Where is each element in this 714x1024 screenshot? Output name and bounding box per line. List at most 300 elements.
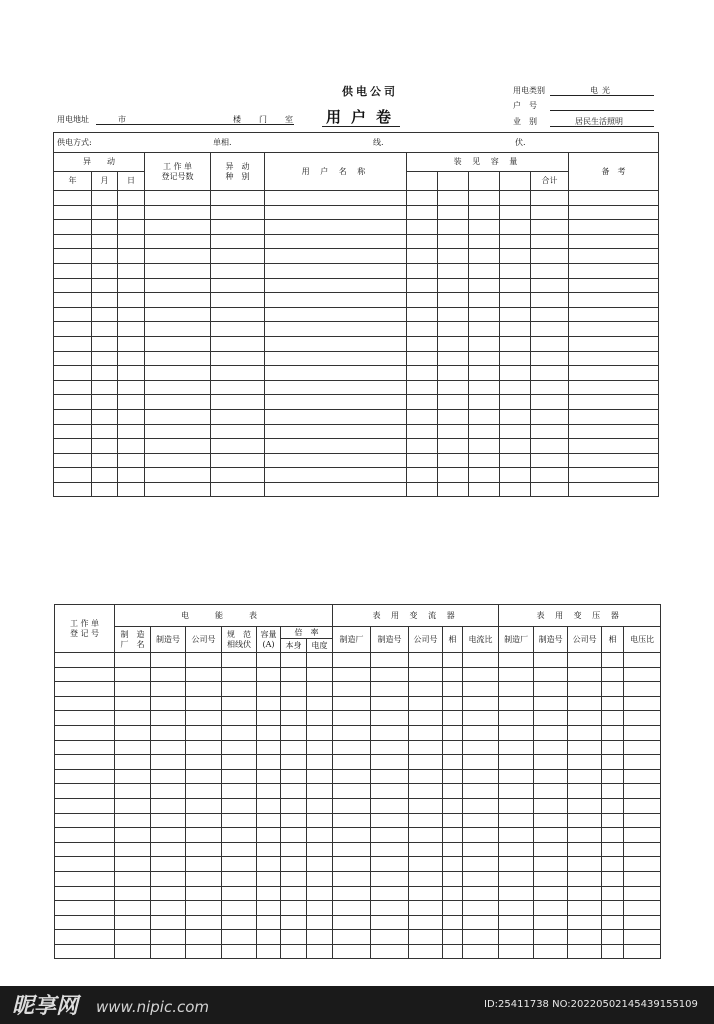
table-cell: [407, 249, 438, 264]
table-cell: [151, 857, 186, 872]
table-cell: [257, 711, 281, 726]
table-cell: [186, 696, 222, 711]
table-cell: [568, 653, 602, 668]
table-cell: [500, 278, 531, 293]
table-cell: [55, 653, 115, 668]
table-cell: [115, 682, 151, 697]
table-cell: [500, 409, 531, 424]
table-cell: [145, 234, 211, 249]
table-cell: [222, 696, 257, 711]
title-underline: [322, 126, 400, 127]
table-cell: [145, 263, 211, 278]
table-cell: [222, 813, 257, 828]
meter-record-table: [54, 604, 661, 959]
table-cell: [333, 798, 371, 813]
table-cell: [534, 696, 568, 711]
table-cell: [438, 409, 469, 424]
table-cell: [115, 740, 151, 755]
table-cell: [499, 930, 534, 945]
table-cell: [407, 424, 438, 439]
work-order-header-2: [55, 605, 115, 653]
table-cell: [92, 249, 118, 264]
table-cell: [222, 798, 257, 813]
table-cell: [443, 740, 463, 755]
table-cell: [531, 234, 569, 249]
table-cell: [118, 336, 145, 351]
table-cell: [118, 307, 145, 322]
table-cell: [469, 307, 500, 322]
table-cell: [371, 842, 409, 857]
table-cell: [307, 857, 333, 872]
table-cell: [534, 915, 568, 930]
table-cell: [499, 944, 534, 959]
table-cell: [333, 740, 371, 755]
table-cell: [281, 842, 307, 857]
table-cell: [531, 409, 569, 424]
table-cell: [371, 944, 409, 959]
table-cell: [371, 755, 409, 770]
table-cell: [602, 828, 624, 843]
table-cell: [531, 293, 569, 308]
table-cell: [118, 439, 145, 454]
table-cell: [54, 380, 92, 395]
table-cell: [307, 798, 333, 813]
table-cell: [333, 944, 371, 959]
table-cell: [534, 784, 568, 799]
table-cell: [55, 711, 115, 726]
table-cell: [499, 696, 534, 711]
table-cell: [115, 828, 151, 843]
table-cell: [54, 234, 92, 249]
table-cell: [371, 682, 409, 697]
table-cell: [333, 784, 371, 799]
table-cell: [257, 828, 281, 843]
table-cell: [438, 482, 469, 497]
table-cell: [499, 784, 534, 799]
ct-phase-header: 相: [443, 627, 463, 653]
table-cell: [438, 307, 469, 322]
table-cell: [54, 191, 92, 206]
table-cell: [569, 249, 659, 264]
table-cell: [151, 769, 186, 784]
capacity-col-2: [438, 172, 469, 191]
table-cell: [371, 798, 409, 813]
table-cell: [438, 220, 469, 235]
table-cell: [115, 653, 151, 668]
ratio-header: 倍 率: [281, 627, 333, 639]
table-cell: [499, 813, 534, 828]
table-cell: [407, 307, 438, 322]
table-cell: [534, 755, 568, 770]
table-cell: [115, 857, 151, 872]
ct-company-no-header: 公司号: [409, 627, 443, 653]
table-cell: [222, 871, 257, 886]
table-cell: [118, 366, 145, 381]
table-cell: [265, 424, 407, 439]
table-cell: [118, 409, 145, 424]
table-cell: [333, 755, 371, 770]
table-cell: [500, 293, 531, 308]
table-cell: [569, 409, 659, 424]
table-cell: [443, 755, 463, 770]
table-cell: [409, 653, 443, 668]
table-cell: [186, 857, 222, 872]
table-cell: [409, 901, 443, 916]
table-cell: [92, 263, 118, 278]
table-cell: [499, 901, 534, 916]
table-cell: [534, 871, 568, 886]
table-cell: [624, 828, 661, 843]
table-cell: [407, 322, 438, 337]
table-cell: [257, 871, 281, 886]
table-cell: [371, 740, 409, 755]
work-order2-line2: 登 记 号: [69, 628, 100, 638]
table-row: [55, 944, 661, 959]
table-cell: [333, 901, 371, 916]
table-cell: [186, 798, 222, 813]
table-cell: [602, 813, 624, 828]
table-cell: [265, 205, 407, 220]
category-value: 电光: [590, 86, 614, 95]
table-cell: [569, 322, 659, 337]
table-cell: [307, 871, 333, 886]
table-cell: [92, 482, 118, 497]
table-cell: [55, 740, 115, 755]
table-cell: [443, 784, 463, 799]
table-cell: [307, 725, 333, 740]
table-cell: [624, 798, 661, 813]
table-cell: [438, 336, 469, 351]
table-cell: [115, 944, 151, 959]
table-cell: [145, 380, 211, 395]
table-cell: [222, 842, 257, 857]
table-cell: [186, 740, 222, 755]
table-cell: [500, 424, 531, 439]
table-cell: [438, 366, 469, 381]
table-cell: [281, 857, 307, 872]
table-cell: [222, 682, 257, 697]
table-cell: [499, 682, 534, 697]
table-cell: [307, 740, 333, 755]
table-row: [54, 278, 659, 293]
table-cell: [265, 366, 407, 381]
table-cell: [463, 842, 499, 857]
table-cell: [534, 653, 568, 668]
table-cell: [407, 366, 438, 381]
capacity-col-4: [500, 172, 531, 191]
table-cell: [145, 278, 211, 293]
table-cell: [500, 351, 531, 366]
table-cell: [151, 901, 186, 916]
category-line: [550, 95, 654, 96]
table-cell: [534, 769, 568, 784]
table-cell: [534, 711, 568, 726]
table-cell: [118, 482, 145, 497]
table-cell: [531, 336, 569, 351]
table-cell: [469, 336, 500, 351]
table-cell: [531, 191, 569, 206]
table-cell: [333, 842, 371, 857]
change-type-line1: 异 动: [225, 162, 250, 172]
table-cell: [463, 725, 499, 740]
capacity-col-3: [469, 172, 500, 191]
table-cell: [145, 409, 211, 424]
table-cell: [568, 784, 602, 799]
table-cell: [211, 366, 265, 381]
table-row: [54, 220, 659, 235]
table-cell: [568, 901, 602, 916]
table-cell: [115, 769, 151, 784]
table-cell: [569, 351, 659, 366]
table-cell: [499, 915, 534, 930]
table-cell: [624, 813, 661, 828]
table-cell: [500, 395, 531, 410]
table-row: [54, 424, 659, 439]
table-cell: [409, 667, 443, 682]
table-cell: [307, 813, 333, 828]
table-cell: [438, 468, 469, 483]
table-cell: [307, 667, 333, 682]
table-row: [55, 886, 661, 901]
table-cell: [602, 667, 624, 682]
capacity-a-header: [257, 627, 281, 653]
table-cell: [438, 351, 469, 366]
table-cell: [151, 711, 186, 726]
table-row: [55, 711, 661, 726]
document-title: 用户卷: [326, 108, 402, 126]
table-cell: [463, 696, 499, 711]
table-cell: [55, 915, 115, 930]
table-cell: [407, 439, 438, 454]
table-cell: [265, 322, 407, 337]
table-cell: [151, 784, 186, 799]
table-cell: [92, 380, 118, 395]
table-cell: [307, 842, 333, 857]
table-cell: [92, 468, 118, 483]
table-cell: [92, 351, 118, 366]
table-cell: [602, 886, 624, 901]
table-cell: [257, 755, 281, 770]
table-cell: [602, 725, 624, 740]
table-cell: [186, 769, 222, 784]
table-cell: [499, 828, 534, 843]
table-cell: [371, 857, 409, 872]
table-cell: [568, 886, 602, 901]
table-cell: [281, 915, 307, 930]
table-cell: [443, 944, 463, 959]
month-header: 月: [92, 172, 118, 191]
table-row: [55, 755, 661, 770]
table-cell: [54, 453, 92, 468]
table-cell: [569, 205, 659, 220]
table-cell: [500, 249, 531, 264]
table-cell: [469, 322, 500, 337]
table-cell: [211, 220, 265, 235]
pt-serial-header: 制造号: [534, 627, 568, 653]
table-cell: [54, 366, 92, 381]
category-label: 用电类别: [513, 86, 545, 95]
table-cell: [145, 468, 211, 483]
table-cell: [463, 769, 499, 784]
table-cell: [281, 769, 307, 784]
table-cell: [54, 336, 92, 351]
table-cell: [443, 667, 463, 682]
table-cell: [92, 307, 118, 322]
table-cell: [409, 696, 443, 711]
table-cell: [222, 769, 257, 784]
table-cell: [151, 930, 186, 945]
table-cell: [443, 886, 463, 901]
table-row: [55, 682, 661, 697]
table-cell: [145, 205, 211, 220]
table-cell: [531, 322, 569, 337]
table-cell: [443, 915, 463, 930]
ct-serial-header: 制造号: [371, 627, 409, 653]
table-cell: [534, 930, 568, 945]
table-cell: [500, 263, 531, 278]
table-cell: [281, 871, 307, 886]
table-cell: [222, 725, 257, 740]
table-cell: [211, 234, 265, 249]
table-cell: [145, 424, 211, 439]
table-cell: [409, 944, 443, 959]
table-cell: [463, 740, 499, 755]
table-cell: [281, 828, 307, 843]
table-cell: [531, 453, 569, 468]
table-cell: [409, 740, 443, 755]
table-cell: [443, 696, 463, 711]
table-cell: [265, 468, 407, 483]
table-cell: [500, 439, 531, 454]
spec-line2: 相线伏: [227, 639, 251, 649]
table-row: [54, 380, 659, 395]
table-cell: [92, 409, 118, 424]
table-cell: [371, 901, 409, 916]
table-cell: [186, 828, 222, 843]
table-cell: [145, 439, 211, 454]
table-cell: [569, 263, 659, 278]
table-cell: [186, 915, 222, 930]
table-cell: [118, 468, 145, 483]
table-cell: [500, 322, 531, 337]
table-cell: [115, 755, 151, 770]
table-cell: [55, 696, 115, 711]
table-cell: [531, 468, 569, 483]
table-row: [55, 828, 661, 843]
table-cell: [569, 293, 659, 308]
table-row: [54, 263, 659, 278]
table-cell: [211, 409, 265, 424]
table-cell: [92, 293, 118, 308]
table-cell: [118, 424, 145, 439]
table-cell: [469, 482, 500, 497]
spec-line1: 规 范: [227, 630, 251, 640]
table-cell: [54, 322, 92, 337]
table-cell: [333, 711, 371, 726]
table-cell: [265, 234, 407, 249]
table-cell: [409, 828, 443, 843]
table-cell: [371, 725, 409, 740]
table-cell: [186, 944, 222, 959]
table-cell: [602, 711, 624, 726]
table-cell: [145, 191, 211, 206]
table-cell: [602, 798, 624, 813]
table-cell: [531, 395, 569, 410]
table-cell: [407, 453, 438, 468]
table-cell: [54, 409, 92, 424]
table-cell: [333, 813, 371, 828]
table-cell: [371, 784, 409, 799]
table-cell: [463, 930, 499, 945]
table-cell: [602, 871, 624, 886]
table-cell: [186, 886, 222, 901]
table-cell: [222, 653, 257, 668]
table-cell: [499, 886, 534, 901]
business-value: 居民生活照明: [575, 117, 623, 126]
change-type-header: [211, 153, 265, 191]
table-cell: [624, 842, 661, 857]
table-cell: [534, 667, 568, 682]
table-cell: [118, 249, 145, 264]
table-cell: [602, 930, 624, 945]
table-cell: [281, 944, 307, 959]
table-cell: [469, 191, 500, 206]
table-cell: [407, 468, 438, 483]
table-cell: [463, 857, 499, 872]
ratio-self-header: 本身: [281, 639, 307, 653]
table-cell: [438, 234, 469, 249]
volt-label: 伏.: [515, 138, 526, 147]
table-cell: [534, 842, 568, 857]
table-cell: [407, 191, 438, 206]
table-cell: [118, 395, 145, 410]
table-cell: [118, 191, 145, 206]
table-cell: [624, 857, 661, 872]
ratio-degree-header: 电度: [307, 639, 333, 653]
table-cell: [469, 205, 500, 220]
day-header: 日: [118, 172, 145, 191]
table-cell: [624, 944, 661, 959]
table-cell: [602, 696, 624, 711]
table-cell: [569, 336, 659, 351]
table-row: [55, 901, 661, 916]
table-cell: [115, 813, 151, 828]
table-cell: [92, 191, 118, 206]
table-cell: [151, 653, 186, 668]
table-cell: [222, 915, 257, 930]
table-cell: [602, 755, 624, 770]
table-cell: [265, 482, 407, 497]
table-cell: [54, 439, 92, 454]
table-row: [54, 409, 659, 424]
wire-label: 线.: [373, 138, 384, 147]
table-cell: [54, 205, 92, 220]
table-cell: [499, 871, 534, 886]
table-cell: [151, 740, 186, 755]
table-row: [54, 453, 659, 468]
table-cell: [115, 667, 151, 682]
table-cell: [534, 886, 568, 901]
table-cell: [407, 336, 438, 351]
address-label: 用电地址: [57, 115, 89, 124]
table-cell: [407, 205, 438, 220]
table-cell: [568, 696, 602, 711]
table-row: [55, 667, 661, 682]
table-cell: [281, 711, 307, 726]
table-cell: [118, 278, 145, 293]
table-cell: [463, 653, 499, 668]
table-cell: [469, 220, 500, 235]
